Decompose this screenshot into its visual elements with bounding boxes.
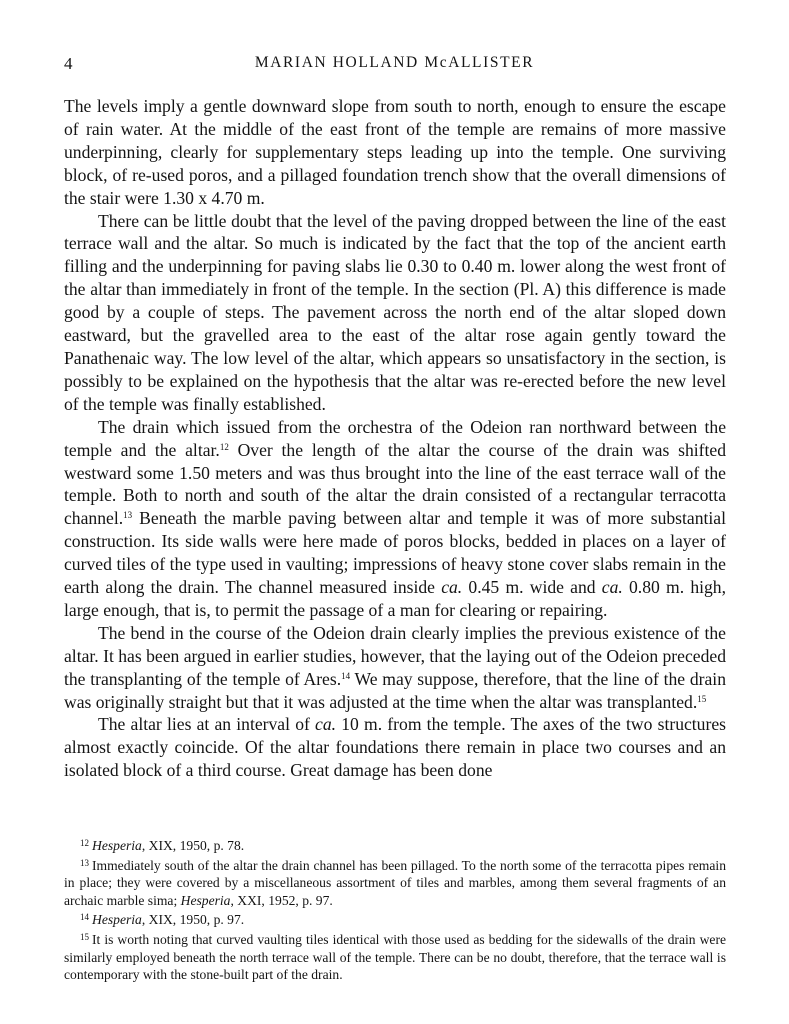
footnote (64, 855, 726, 910)
page-number: 4 (64, 54, 73, 73)
italic-text: Hesperia (92, 838, 142, 853)
text-run: The altar lies at an interval of (98, 714, 316, 735)
italic-text: ca. (601, 577, 623, 598)
text-run: Immediately south of the altar the drain channel has been pillaged. To the north some of the terracotta pipes remain in place; they were covered by a miscellaneous assortment of tiles and marbles, among them several fragments of an archaic marble sima; (64, 857, 726, 908)
italic-text: Hesperia (180, 892, 231, 908)
text-run: The levels imply a gentle downward slope from south to north, enough to ensure the escape of rain water. At the middle of the east front of the temple are remains of more massive underpinning, clearly for supplementary steps leading up into the temple. One surviving block, of re-used poros, and a pillaged foundation trench show that the overall dimensions of the stair were 1.30 x 4.70 m. (64, 96, 726, 208)
footnote (64, 835, 726, 855)
text-run: It is worth noting that curved vaulting tiles identical with those used as bedding for the sidewalls of the drain were similarly employed beneath the north terrace wall of the temple. There can be no doubt, therefore, that the terrace wall is contemporary with the stone-built part of the drain. (64, 931, 726, 983)
main-text (64, 95, 726, 782)
footnote-ref[interactable]: 15 (697, 693, 707, 704)
text-run: We may suppose, therefore, that the line of the drain was originally straight but that it was adjusted at the time when the altar was transplanted. (64, 668, 726, 712)
footnote-ref[interactable]: 14 (341, 670, 351, 681)
footnote-ref[interactable]: 13 (123, 510, 133, 521)
paragraph (64, 95, 726, 210)
text-run: Over the length of the altar the course of the drain was shifted westward some 1.50 meters and was thus brought into the line of the east terrace wall of the temple. Both to north and south of the altar the drain consisted of a rectangular terracotta channel. (64, 439, 726, 529)
text-run: , XIX, 1950, p. 78. (141, 838, 245, 853)
footnote-number: 15 (80, 931, 89, 942)
paragraph (64, 713, 726, 782)
italic-text: ca. (441, 577, 463, 598)
footnote-number: 13 (80, 857, 89, 868)
running-head: MARIAN HOLLAND McALLISTER (254, 54, 535, 71)
text-run: , XIX, 1950, p. 97. (141, 912, 245, 928)
text-run: There can be little doubt that the level of the paving dropped between the line of the east terrace wall and the altar. So much is indicated by the fact that the top of the ancient earth filling and the underpinning for paving slabs lie 0.30 to 0.40 m. lower along the west front of the altar than immediately in front of the temple. In the section (Pl. A) this difference is made good by a couple of steps. The pavement across the north end of the altar sloped down eastward, but the gravelled area to the east of the altar rose again gently toward the Panathenaic way. The low level of the altar, which appears so unsatisfactory in the section, is possibly to be explained on the hypothesis that the altar was re-erected before the new level of the temple was finally established. (64, 210, 726, 414)
footnote-ref[interactable]: 12 (219, 441, 229, 452)
footnote (64, 909, 726, 929)
text-run: 0.80 m. high, large enough, that is, to permit the passage of a man for clearing or repairing. (64, 577, 726, 620)
text-run: The bend in the course of the Odeion drain clearly implies the previous existence of the altar. It has been argued in earlier studies, however, that the laying out of the Odeion preceded the transplanting of the temple of Ares. (64, 622, 726, 689)
footnotes (64, 835, 726, 984)
italic-text: ca. (315, 714, 337, 735)
text-run: 10 m. from the temple. The axes of the two structures almost exactly coincide. Of the altar foundations there remain in place two courses and an isolated block of a third course. Great damage has been done (64, 714, 726, 781)
footnote-number: 14 (80, 912, 89, 923)
footnote (64, 929, 726, 984)
page-header (64, 54, 725, 78)
text-run: Beneath the marble paving between altar and temple it was of more substantial construction. Its side walls were here made of poros blocks, bedded in places on a layer of curved tiles of the type used in vaulting; impressions of heavy stone cover slabs remain in the earth along the drain. The channel measured inside (64, 508, 726, 598)
text-run: , XXI, 1952, p. 97. (230, 892, 333, 908)
paragraph (64, 622, 726, 714)
text-run: 0.45 m. wide and (462, 577, 602, 598)
paragraph (64, 210, 726, 416)
italic-text: Hesperia (92, 912, 142, 928)
text-run: The drain which issued from the orchestra of the Odeion ran northward between the temple and the altar. (64, 416, 726, 460)
footnote-number: 12 (80, 838, 89, 848)
paragraph (64, 416, 726, 622)
